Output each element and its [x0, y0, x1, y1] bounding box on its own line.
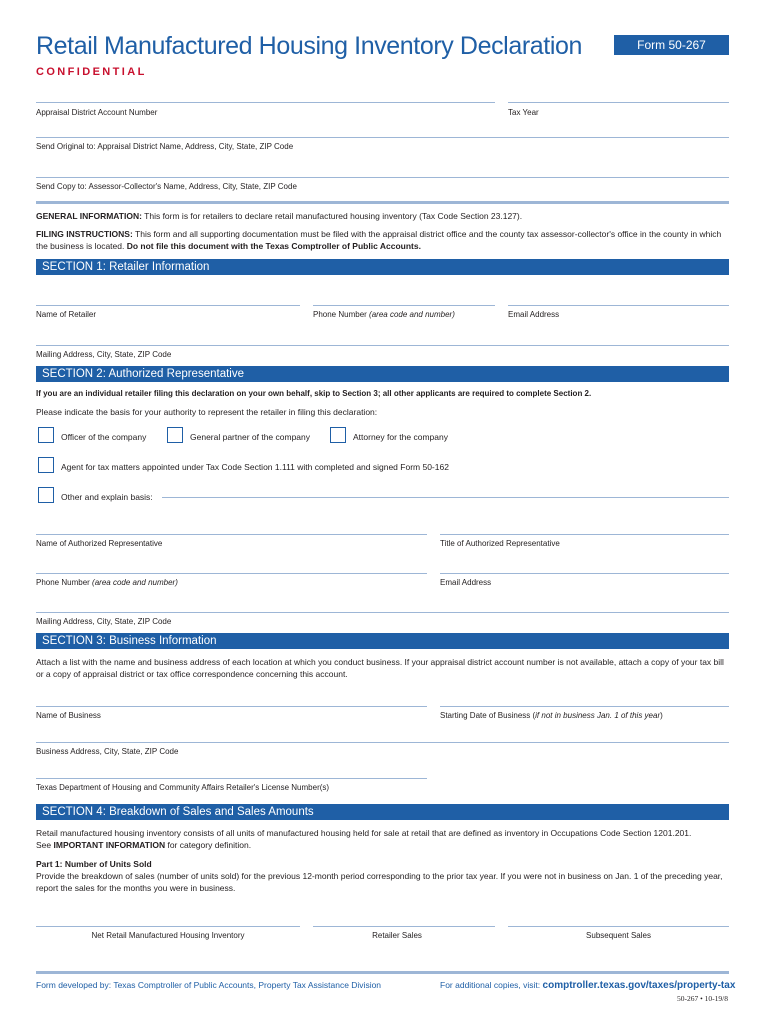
section-4-header: SECTION 4: Breakdown of Sales and Sales Amounts	[36, 804, 729, 820]
business-address-label: Business Address, City, State, ZIP Code	[36, 747, 179, 756]
filing-bold-text: Do not file this document with the Texas Comptroller of Public Accounts.	[126, 241, 421, 251]
attorney-label: Attorney for the company	[353, 432, 448, 442]
phone-note: (area code and number)	[92, 578, 178, 587]
officer-label: Officer of the company	[61, 432, 147, 442]
account-number-line[interactable]	[36, 102, 495, 103]
section-4-text1: Retail manufactured housing inventory consists of all units of manufactured housing held for sale at retail that are defined as inventory in Occupations Code Section 1201.201.	[36, 828, 692, 838]
section-3-text: Attach a list with the name and business address of each location at which you conduct business. If your appraisal district account number is not available, attach a copy of your tax bill or a copy of appraisal district or tax office correspondence concerning this account.	[36, 657, 724, 679]
rep-title-label: Title of Authorized Representative	[440, 539, 560, 548]
retailer-mailing-line[interactable]	[36, 345, 729, 346]
send-copy-line[interactable]	[36, 177, 729, 178]
business-name-label: Name of Business	[36, 711, 101, 720]
rep-phone-line[interactable]	[36, 573, 427, 574]
section-2-instruction: Please indicate the basis for your authority to represent the retailer in filing this declaration:	[36, 407, 378, 417]
rep-email-label: Email Address	[440, 578, 492, 587]
divider	[36, 201, 729, 204]
phone-text: Phone Number	[36, 578, 90, 587]
filing-text: This form and all supporting documentation must be filed with the appraisal district office and the county tax assessor-collector's office in the county in which the business is located.	[36, 229, 722, 251]
rep-email-line[interactable]	[440, 573, 729, 574]
start-date-text: Starting Date of Business (	[440, 711, 536, 720]
start-date-close: )	[660, 711, 663, 720]
part-1-title: Part 1: Number of Units Sold	[36, 859, 152, 869]
start-date-note: if not in business Jan. 1 of this year	[535, 711, 661, 720]
footer-copies	[440, 980, 735, 991]
rep-mailing-label: Mailing Address, City, State, ZIP Code	[36, 617, 172, 626]
retailer-email-label: Email Address	[508, 310, 560, 319]
subsequent-sales-label: Subsequent Sales	[586, 931, 651, 940]
retailer-phone-line[interactable]	[313, 305, 495, 306]
partner-label: General partner of the company	[190, 432, 311, 442]
general-information	[36, 210, 729, 222]
license-line[interactable]	[36, 778, 427, 779]
retailer-name-label: Name of Retailer	[36, 310, 97, 319]
license-label: Texas Department of Housing and Community Affairs Retailer's License Number(s)	[36, 783, 330, 792]
retailer-email-line[interactable]	[508, 305, 729, 306]
rep-mailing-line[interactable]	[36, 612, 729, 613]
tax-year-line[interactable]	[508, 102, 729, 103]
other-label: Other and explain basis:	[61, 492, 153, 502]
section-2-note: If you are an individual retailer filing this declaration on your own behalf, skip to Section 3; all other applicants are required to complete Section 2.	[36, 389, 592, 398]
send-original-line[interactable]	[36, 137, 729, 138]
retailer-name-line[interactable]	[36, 305, 300, 306]
officer-checkbox[interactable]	[38, 427, 54, 443]
form-number-badge: Form 50-267	[614, 35, 729, 55]
agent-checkbox[interactable]	[38, 457, 54, 473]
footer-developed-by: Form developed by: Texas Comptroller of Public Accounts, Property Tax Assistance Division	[36, 980, 382, 990]
retailer-sales-line[interactable]	[313, 926, 495, 927]
section-4-text2	[36, 839, 729, 851]
retailer-sales-label: Retailer Sales	[372, 931, 422, 940]
rep-title-line[interactable]	[440, 534, 729, 535]
part-1-text: Provide the breakdown of sales (number of units sold) for the previous 12-month period corresponding to the prior tax year. If you were not in business on Jan. 1 of the preceding year, report the sales for the months you were in business.	[36, 871, 723, 893]
net-inventory-line[interactable]	[36, 926, 300, 927]
see-text: See	[36, 840, 54, 850]
copies-text: For additional copies, visit:	[440, 980, 543, 990]
form-title: Retail Manufactured Housing Inventory Declaration	[36, 32, 582, 60]
account-number-label: Appraisal District Account Number	[36, 108, 158, 117]
general-label: GENERAL INFORMATION:	[36, 211, 142, 221]
confidential-label: CONFIDENTIAL	[36, 66, 147, 78]
business-address-line[interactable]	[36, 742, 729, 743]
category-text: for category definition.	[165, 840, 252, 850]
phone-note: (area code and number)	[369, 310, 455, 319]
retailer-mailing-label: Mailing Address, City, State, ZIP Code	[36, 350, 172, 359]
other-checkbox[interactable]	[38, 487, 54, 503]
net-inventory-label: Net Retail Manufactured Housing Inventory	[91, 931, 245, 940]
send-copy-label: Send Copy to: Assessor-Collector's Name, Address, City, State, ZIP Code	[36, 182, 297, 191]
attorney-checkbox[interactable]	[330, 427, 346, 443]
subsequent-sales-line[interactable]	[508, 926, 729, 927]
rep-name-label: Name of Authorized Representative	[36, 539, 163, 548]
agent-label: Agent for tax matters appointed under Tax Code Section 1.111 with completed and signed Form 50-162	[61, 462, 449, 472]
form-version: 50-267 • 10-19/8	[677, 994, 728, 1003]
tax-year-label: Tax Year	[508, 108, 539, 117]
important-info-text: IMPORTANT INFORMATION	[53, 840, 166, 850]
send-original-label: Send Original to: Appraisal District Name, Address, City, State, ZIP Code	[36, 142, 294, 151]
phone-text: Phone Number	[313, 310, 367, 319]
section-1-header: SECTION 1: Retailer Information	[36, 259, 729, 275]
other-explain-line[interactable]	[162, 497, 729, 498]
filing-label: FILING INSTRUCTIONS:	[36, 229, 133, 239]
general-text: This form is for retailers to declare retail manufactured housing inventory (Tax Code Section 23.127).	[141, 211, 523, 221]
business-name-line[interactable]	[36, 706, 427, 707]
rep-name-line[interactable]	[36, 534, 427, 535]
rep-phone-label	[36, 578, 178, 587]
copies-url-link[interactable]: comptroller.texas.gov/taxes/property-tax	[542, 980, 736, 991]
section-3-header: SECTION 3: Business Information	[36, 633, 729, 649]
section-2-header: SECTION 2: Authorized Representative	[36, 366, 729, 382]
filing-instructions	[36, 228, 729, 252]
start-date-line[interactable]	[440, 706, 729, 707]
start-date-label	[440, 711, 663, 720]
footer-divider	[36, 971, 729, 974]
partner-checkbox[interactable]	[167, 427, 183, 443]
retailer-phone-label	[313, 310, 455, 319]
